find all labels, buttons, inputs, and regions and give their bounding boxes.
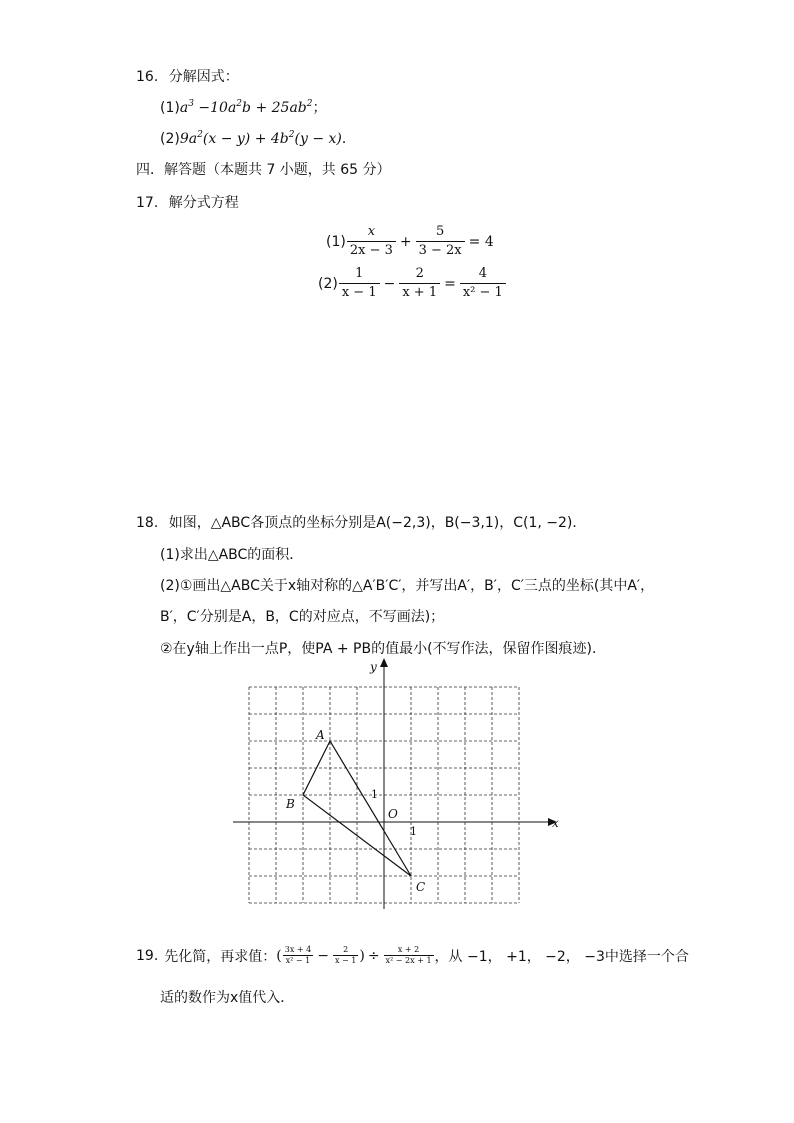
fraction: $\frac{1}{x - 1}$ (339, 266, 380, 301)
section-4-title: 四．解答题（本题共 7 小题，共 65 分） (136, 162, 391, 178)
q17-number: 17. (136, 195, 159, 211)
fraction: $\frac{x + 2}{\text{x² − 2x + 1}}$ (385, 945, 432, 965)
vertex-a-label: A (316, 728, 325, 742)
q19-number: 19. (136, 947, 159, 964)
fraction: $\frac{x}{2x - 3}$ (347, 224, 396, 259)
fraction: $\frac{3x + 4}{\text{x² − 1}}$ (284, 945, 312, 965)
x-unit-label: 1 (410, 825, 417, 838)
y-axis-label: y (370, 660, 377, 674)
q18-part2-line1: (2)①画出△ABC关于x轴对称的△A′B′C′，并写出A′，B′，C′三点的坐标(其中A′， (160, 578, 655, 594)
fraction: $\frac{4}{\text{x² − 1}}$ (460, 266, 506, 301)
q17-heading (136, 194, 239, 212)
q18-part2-line3: ②在y轴上作出一点P，使PA + PB的值最小(不写作法，保留作图痕迹)． (160, 641, 607, 657)
q18-part1: (1)求出△ABC的面积． (160, 547, 304, 563)
y-axis (380, 658, 388, 909)
x-axis-label: x (552, 816, 559, 830)
q16-part2-expression: $9a^2(x - y) + 4b^2(y - x)$ (179, 130, 342, 147)
q19-line2: 适的数作为x值代入． (160, 990, 295, 1006)
q16-part1: $(1)a^3 -10a^2b + 25ab^2$； (160, 99, 327, 116)
fraction: $\frac{2}{x + 1}$ (399, 266, 440, 301)
q16-heading (136, 68, 239, 86)
fraction: $\frac{5}{3 - 2x}$ (416, 224, 465, 259)
q16-part1-expression: $a^3 -10a^2b + 25ab^2$ (179, 99, 313, 116)
q17-title: 解分式方程 (168, 195, 239, 211)
y-unit-label: 1 (371, 788, 378, 801)
q16-title: 分解因式： (168, 69, 239, 85)
q16-number: 16. (136, 69, 159, 85)
q16-part2: $(2)9a^2(x - y) + 4b^2(y - x)$． (160, 130, 356, 147)
q18-part2-line2: B′，C′分别是A，B，C的对应点，不写画法)； (160, 609, 445, 625)
q19-line1: 19. 先化简，再求值： ( $\frac{3x + 4}{\text{x² − 1}}$ − $\frac{2}{x - 1}$ ) ÷ $\frac{x + 2}{\text{x² − 2x + 1}}$ ，从 −1， +1， −2， −3中选择一个合 (136, 945, 689, 965)
vertex-b-label: B (286, 797, 295, 811)
origin-label: O (388, 807, 398, 821)
q18-stem: 18. 如图，△ABC各顶点的坐标分别是A(−2,3)，B(−3,1)，C(1, −2)． (136, 515, 587, 531)
q18-number: 18. (136, 515, 159, 531)
q17-equation-2: (2) $\frac{1}{x - 1}$ − $\frac{2}{x + 1}$ = $\frac{4}{\text{x² − 1}}$ (318, 266, 507, 301)
q17-equation-1: (1) $\frac{x}{2x - 3}$ + $\frac{5}{3 - 2x}$ = 4 (326, 224, 494, 258)
vertex-c-label: C (416, 880, 426, 894)
fraction: $\frac{2}{x - 1}$ (334, 945, 357, 965)
coordinate-grid-figure (230, 655, 560, 915)
